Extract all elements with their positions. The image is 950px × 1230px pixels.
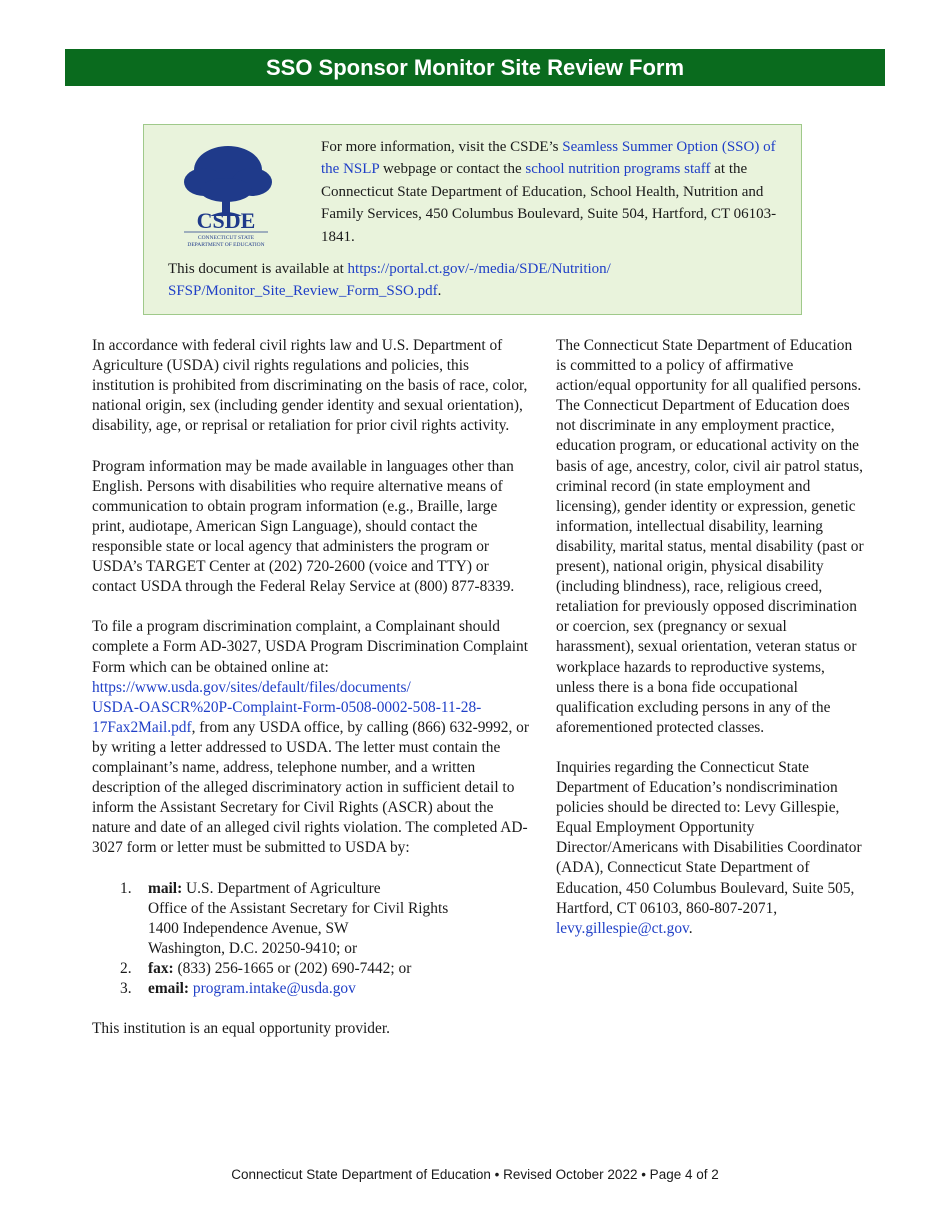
complaint-form-link[interactable]: https://www.usda.gov/sites/default/files/documents/ USDA-OASCR%20P-Complaint-Form-0508-0002-508-11-28- 17Fax2Mail.pdf xyxy=(92,678,482,736)
csde-logo-subtitle-1: CONNECTICUT STATE xyxy=(197,235,255,241)
submission-methods-list xyxy=(92,879,532,1000)
document-availability: This document is available at https://portal.ct.gov/-/media/SDE/Nutrition/ SFSP/Monitor_Site_Review_Form_SSO.pdf. xyxy=(168,261,611,300)
info-box xyxy=(143,124,802,315)
list-item: 3. email: program.intake@usda.gov xyxy=(120,980,356,997)
list-item: 1. mail: U.S. Department of Agriculture Office of the Assistant Secretary for Civil Rights 1400 Independence Avenue, SW Washington, D.C. 20250-9410; or xyxy=(120,879,449,957)
csde-logo xyxy=(166,140,286,250)
inquiries-paragraph: Inquiries regarding the Connecticut State Department of Education’s nondiscrimination policies should be directed to: Levy Gillespie, Equal Employment Opportunity Director/Americans with Disabilities Coordinator (ADA), Connecticut State Department of Education, 450 Columbus Boulevard, Suite 505, Hartford, CT 06103, 860-807-2071, levy.gillespie@ct.gov. xyxy=(556,758,862,937)
civil-rights-paragraph: In accordance with federal civil rights law and U.S. Department of Agriculture (USDA) civil rights regulations and policies, this institution is prohibited from discriminating on the basis of race, color, national origin, sex (including gender identity and sexual orientation), disability, age, or reprisal or retaliation for prior civil rights activity. xyxy=(92,337,528,435)
language-access-paragraph: Program information may be made available in languages other than English. Persons with disabilities who require alternative means of communication to obtain program information (e.g., Braille, large print, audiotape, American Sign Language), should contact the responsible state or local agency that administers the program or USDA’s TARGET Center at (202) 720-2600 (voice and TTY) or contact USDA through the Federal Relay Service at (800) 877-8339. xyxy=(92,457,515,596)
sso-nslp-link[interactable]: Seamless Summer Option (SSO) of the NSLP xyxy=(321,139,776,178)
equal-opportunity-statement: This institution is an equal opportunity provider. xyxy=(92,1020,390,1038)
page-title-banner xyxy=(65,49,885,86)
complaint-paragraph: To file a program discrimination complaint, a Complainant should complete a Form AD-3027, USDA Program Discrimination Complaint Form which can be obtained online at: https://www.usda.gov/sites/default/files/documents/ USDA-OASCR%20P-Complaint-Form-0508-0002-508-11-28- 17Fax2Mail.pdf, from any USDA office, by calling (866) 632-9992, or by writing a letter addressed to USDA. The letter must contain the complainant’s name, address, telephone number, and a written description of the alleged discriminatory action in sufficient detail to inform the Assistant Secretary for Civil Rights (ASCR) about the nature and date of an alleged civil rights violation. The completed AD-3027 form or letter must be submitted to USDA by: xyxy=(92,618,530,857)
nutrition-staff-link[interactable]: school nutrition programs staff xyxy=(525,161,711,178)
usda-nondiscrimination-column xyxy=(92,336,532,1059)
list-item: 2. fax: (833) 256-1665 or (202) 690-7442; or xyxy=(120,959,412,977)
usda-email-link[interactable]: program.intake@usda.gov xyxy=(192,980,356,997)
page-footer: Connecticut State Department of Education • Revised October 2022 • Page 4 of 2 xyxy=(231,1167,719,1182)
csde-logo-subtitle-2: DEPARTMENT OF EDUCATION xyxy=(187,242,265,248)
csde-logo-text: CSDE xyxy=(196,208,256,233)
levy-gillespie-email-link[interactable]: levy.gillespie@ct.gov xyxy=(556,919,689,937)
csde-nondiscrimination-column xyxy=(556,336,866,959)
page-title: SSO Sponsor Monitor Site Review Form xyxy=(265,54,685,80)
info-text: For more information, visit the CSDE’s Seamless Summer Option (SSO) of the NSLP webpage or contact the school nutrition programs staff at the Connecticut State Department of Education, School Health, Nutrition and Family Services, 450 Columbus Boulevard, Suite 504, Hartford, CT 06103-1841. xyxy=(321,139,777,245)
csde-policy-paragraph: The Connecticut State Department of Education is committed to a policy of affirmative action/equal opportunity for all qualified persons. The Connecticut Department of Education does not discriminate in any employment practice, education program, or educational activity on the basis of age, ancestry, color, civil air patrol status, criminal record (in state employment and licensing), gender identity or expression, genetic information, intellectual disability, learning disability, marital status, mental disability (past or present), national origin, physical disability (including blindness), race, religious creed, retaliation for previously opposed discrimination or coercion, sex (pregnancy or sexual harassment), sexual orientation, veteran status or workplace hazards to reproductive systems, unless there is a bona fide occupational qualification excluding persons in any of the aforementioned protected classes. xyxy=(556,337,864,736)
document-url-link[interactable]: https://portal.ct.gov/-/media/SDE/Nutrition/ SFSP/Monitor_Site_Review_Form_SSO.pdf xyxy=(168,261,611,300)
